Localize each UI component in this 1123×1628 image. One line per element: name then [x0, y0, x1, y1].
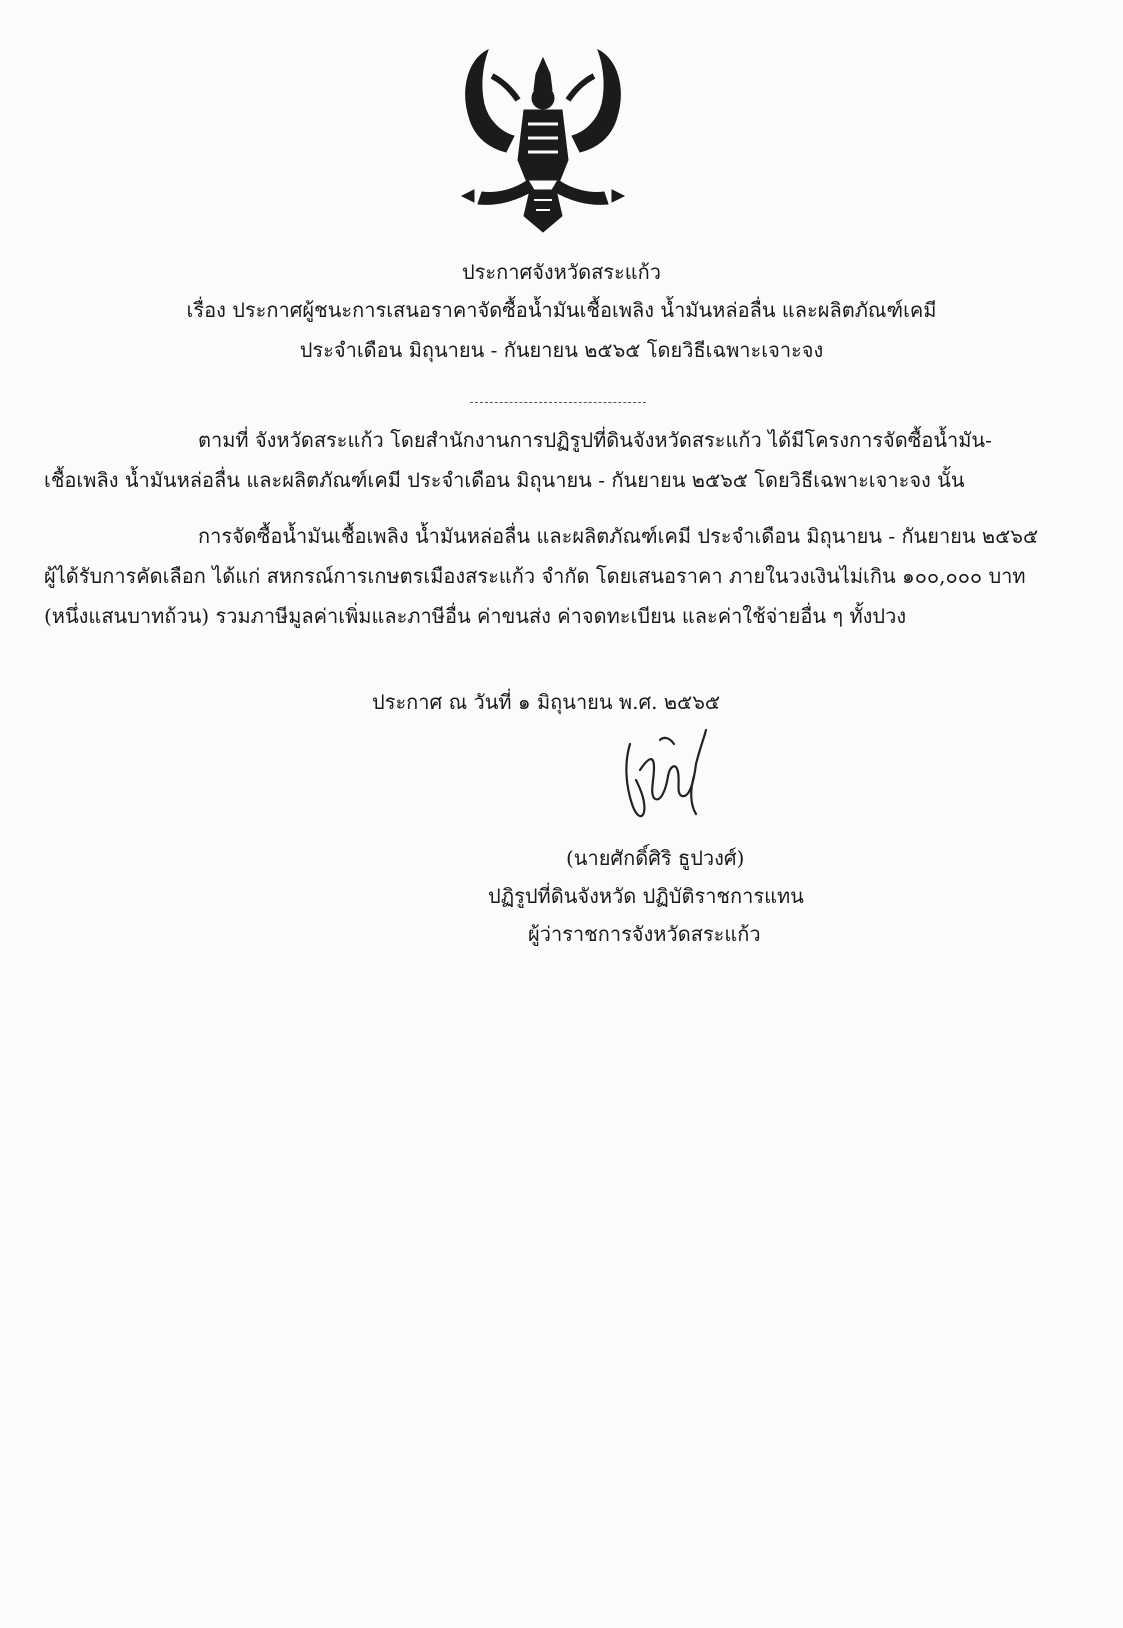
garuda-emblem-icon: [448, 40, 638, 240]
document-title: ประกาศจังหวัดสระแก้ว: [461, 260, 662, 284]
paragraph-1-line-1: ตามที่ จังหวัดสระแก้ว โดยสำนักงานการปฏิรูปที่ดินจังหวัดสระแก้ว ได้มีโครงการจัดซื้อน้ำมัน-: [198, 428, 992, 452]
document-subject: เรื่อง ประกาศผู้ชนะการเสนอราคาจัดซื้อน้ำมันเชื้อเพลิง น้ำมันหล่อลื่น และผลิตภัณฑ์เคมี: [186, 298, 937, 322]
handwritten-signature: [610, 724, 720, 834]
announcement-date: ประกาศ ณ วันที่ ๑ มิถุนายน พ.ศ. ๒๕๖๕: [372, 690, 721, 714]
paragraph-2-line-1: การจัดซื้อน้ำมันเชื้อเพลิง น้ำมันหล่อลื่น และผลิตภัณฑ์เคมี ประจำเดือน มิถุนายน - กันยายน ๒๕๖๕: [198, 524, 1039, 548]
signatory-position-line-2: ผู้ว่าราชการจังหวัดสระแก้ว: [528, 922, 761, 946]
paragraph-1-line-2: เชื้อเพลิง น้ำมันหล่อลื่น และผลิตภัณฑ์เคมี ประจำเดือน มิถุนายน - กันยายน ๒๕๖๕ โดยวิธีเฉพาะเจาะจง นั้น: [44, 468, 965, 492]
document-subject-line2: ประจำเดือน มิถุนายน - กันยายน ๒๕๖๕ โดยวิธีเฉพาะเจาะจง: [299, 338, 824, 362]
signatory-position-line-1: ปฏิรูปที่ดินจังหวัด ปฏิบัติราชการแทน: [488, 884, 804, 908]
signatory-name: (นายศักดิ์ศิริ ธูปวงศ์): [566, 846, 745, 870]
paragraph-2-line-2: ผู้ได้รับการคัดเลือก ได้แก่ สหกรณ์การเกษตรเมืองสระแก้ว จำกัด โดยเสนอราคา ภายในวงเงินไม่เกิน ๑๐๐,๐๐๐ บาท: [44, 564, 1026, 588]
paragraph-2-line-3: (หนึ่งแสนบาทถ้วน) รวมภาษีมูลค่าเพิ่มและภาษีอื่น ค่าขนส่ง ค่าจดทะเบียน และค่าใช้จ่ายอื่น ๆ ทั้งปวง: [44, 604, 907, 628]
header-divider: [470, 402, 646, 403]
